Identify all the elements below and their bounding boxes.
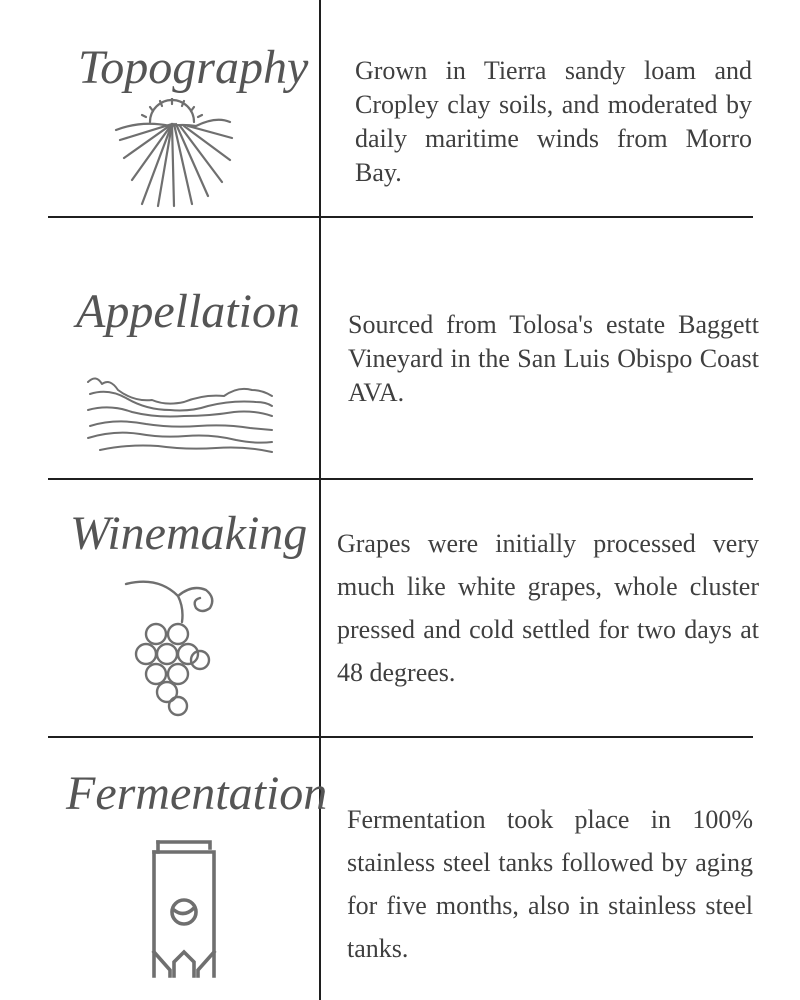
section-text-winemaking: Grapes were initially processed very much like white grapes, whole cluster pressed and cold settled for two days at 48 degrees. [337,529,759,687]
section-title-fermentation: Fermentation [66,767,328,820]
steel-tank-icon [150,836,218,982]
section-title-appellation: Appellation [76,285,300,338]
sunrise-vineyard-rows-icon [112,98,237,210]
mountain-range-icon [86,372,274,458]
section-text-fermentation: Fermentation took place in 100% stainless steel tanks followed by aging for five months, also in stainless steel tanks. [347,805,753,963]
row-divider [48,478,753,480]
section-title-winemaking: Winemaking [70,507,308,560]
section-title-topography: Topography [78,41,309,94]
section-text-appellation: Sourced from Tolosa's estate Baggett Vineyard in the San Luis Obispo Coast AVA. [348,310,759,407]
row-divider [48,736,753,738]
column-divider [319,0,321,1000]
grape-cluster-icon [122,578,220,718]
section-text-topography: Grown in Tierra sandy loam and Cropley clay soils, and moderated by daily maritime winds from Morro Bay. [355,56,752,187]
row-divider [48,216,753,218]
